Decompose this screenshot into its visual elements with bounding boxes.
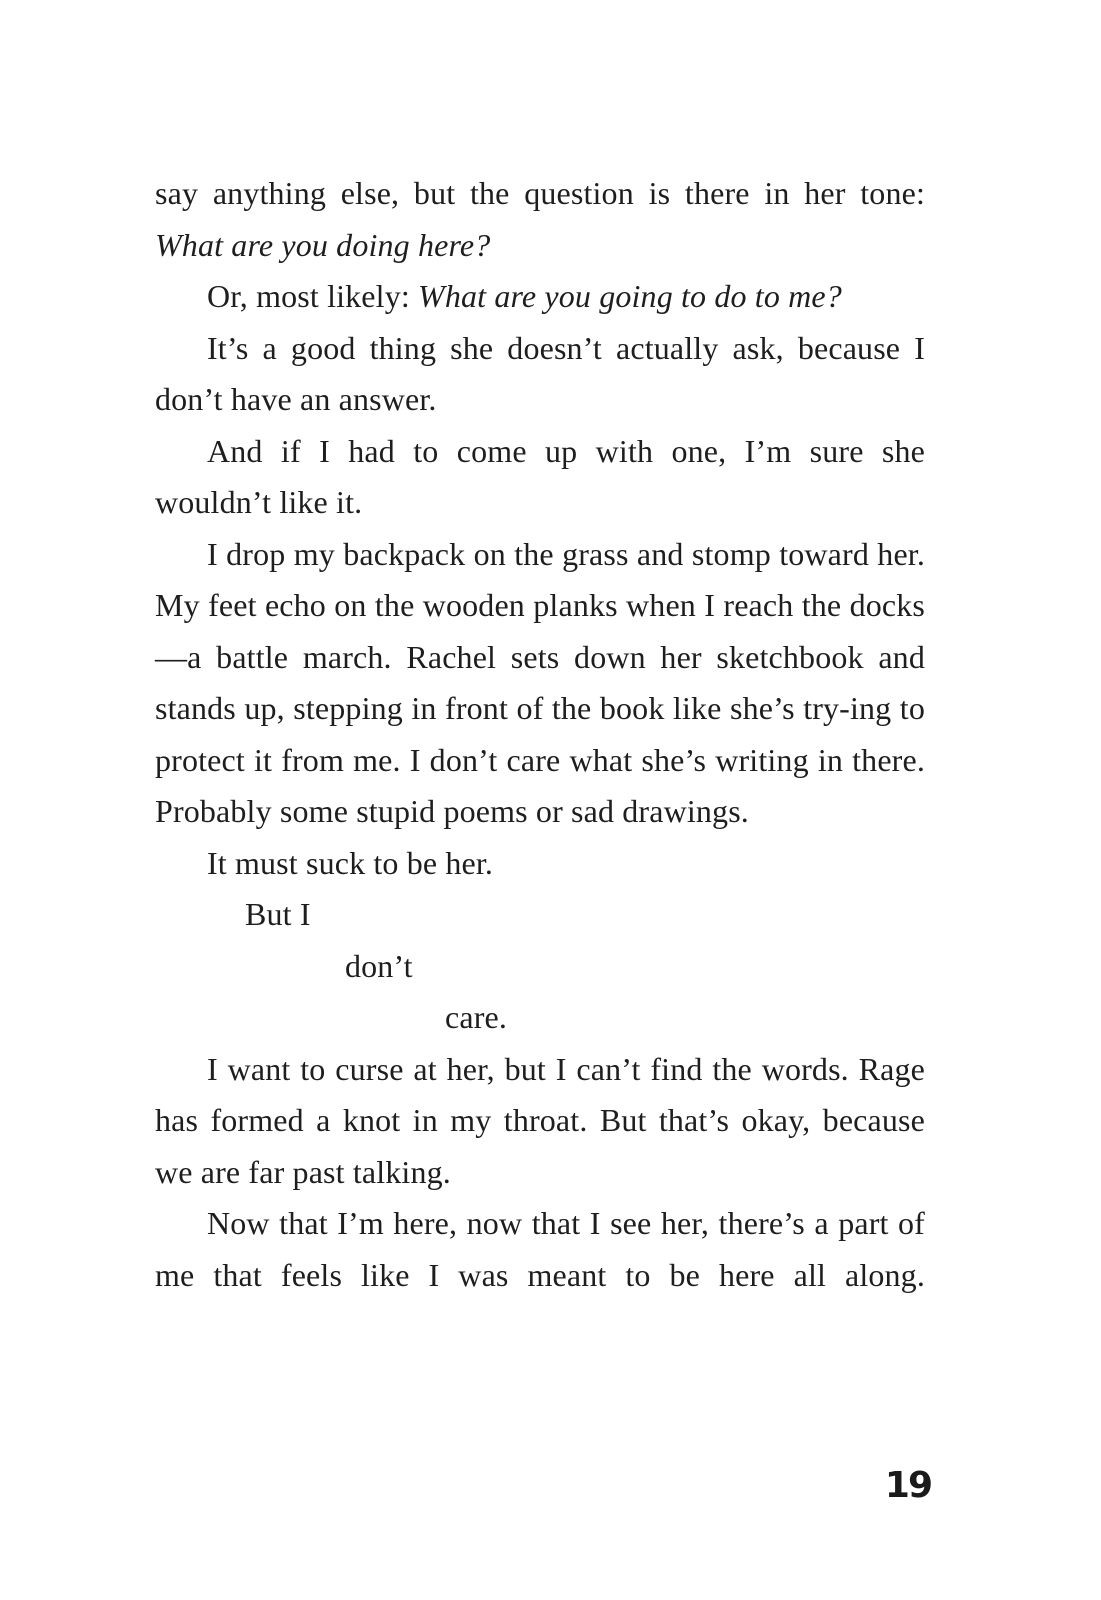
- paragraph: [155, 271, 925, 323]
- italic-question: What are you going to do to me?: [418, 278, 842, 314]
- stepped-line: don’t: [345, 947, 413, 984]
- stepped-line: care.: [445, 999, 508, 1035]
- paragraph-continuation: [155, 168, 925, 271]
- paragraph: And if I had to come up with one, I’m sure she wouldn’t like it.: [155, 432, 925, 520]
- paragraph: Now that I’m here, now that I see her, there’s a part of me that feels like I was meant to be here all along.: [155, 1205, 925, 1293]
- page-number: 19: [884, 1465, 931, 1506]
- paragraph-text: Or, most likely:: [207, 278, 419, 314]
- paragraph: I drop my backpack on the grass and stomp toward her. My feet echo on the wooden planks when I reach the docks—a battle march. Rachel sets down her sketchbook and stands up, stepping in front of the book like she’s try-ing to protect it from me. I don’t care what she’s writing in there. Probably some stupid poems or sad drawings.: [155, 535, 925, 829]
- paragraph: It must suck to be her.: [207, 844, 494, 881]
- paragraph-text: say anything else, but the question is there in her tone:: [155, 175, 925, 211]
- italic-question: What are you doing here?: [155, 226, 491, 263]
- body-text: [155, 168, 925, 1301]
- paragraph: I want to curse at her, but I can’t find the words. Rage has formed a knot in my throat. But that’s okay, because we are far past talking.: [155, 1050, 925, 1190]
- stepped-line: But I: [245, 896, 311, 932]
- paragraph: It’s a good thing she doesn’t actually ask, because I don’t have an answer.: [155, 329, 925, 417]
